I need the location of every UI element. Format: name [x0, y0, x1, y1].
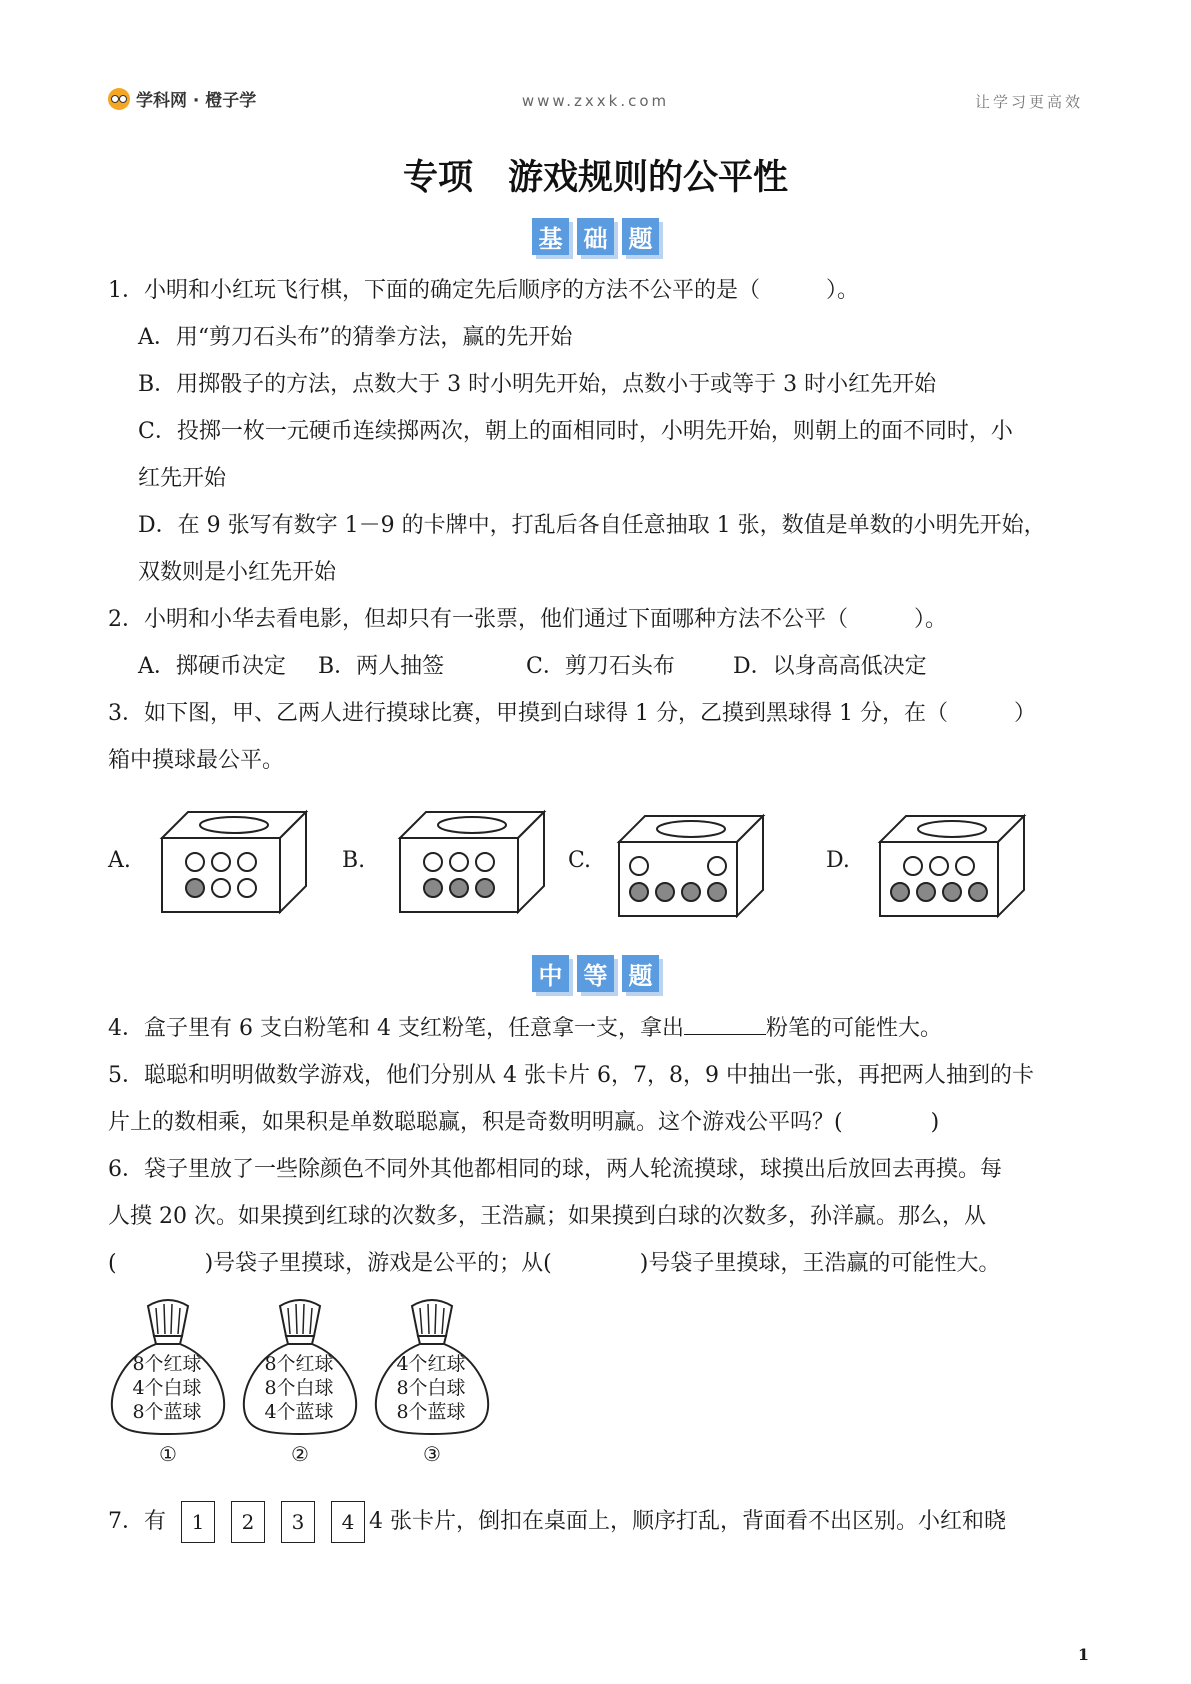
ball-box-d — [880, 814, 1040, 919]
q7-text-before: 7．有 — [108, 1509, 166, 1534]
question-4 — [108, 1014, 942, 1044]
black-ball — [656, 883, 674, 901]
question-1-stem: 1．小明和小红玩飞行棋，下面的确定先后顺序的方法不公平的是（ ）。 — [108, 278, 859, 303]
page-number: 1 — [1077, 1645, 1089, 1664]
q1-option-b: B．用掷骰子的方法，点数大于 3 时小明先开始，点数小于或等于 3 时小红先开始 — [138, 372, 937, 397]
question-3-stem-line2: 箱中摸球最公平。 — [108, 748, 285, 773]
section-char: 基 — [532, 218, 569, 255]
box-opening — [200, 817, 268, 833]
bag-line: 8个红球 — [132, 1353, 202, 1375]
site-url: www.zxxk.com — [521, 92, 670, 110]
q1-option-c-line1: C．投掷一枚一元硬币连续掷两次，朝上的面相同时，小明先开始，则朝上的面不同时，小 — [138, 419, 1013, 444]
white-ball — [476, 853, 494, 871]
black-ball — [891, 883, 909, 901]
question-5-line2: 片上的数相乘，如果积是单数聪聪赢，积是奇数明明赢。这个游戏公平吗？( ) — [108, 1110, 940, 1135]
box-opening — [918, 821, 986, 837]
ball-bag-2 — [240, 1296, 360, 1466]
section-char: 题 — [622, 218, 659, 255]
white-ball — [630, 857, 648, 875]
page-header — [0, 0, 1191, 140]
slogan: 让学习更高效 — [974, 93, 1083, 111]
bag-number: ② — [291, 1442, 309, 1466]
black-ball — [630, 883, 648, 901]
question-7 — [108, 1500, 1006, 1544]
question-6-line3: ( )号袋子里摸球，游戏是公平的；从( )号袋子里摸球，王浩赢的可能性大。 — [108, 1251, 1001, 1276]
question-6-line2: 人摸 20 次。如果摸到红球的次数多，王浩赢；如果摸到白球的次数多，孙洋赢。那么，从 — [108, 1204, 986, 1229]
white-ball — [956, 857, 974, 875]
bag-line: 4个白球 — [132, 1377, 202, 1399]
number-card: 4 — [331, 1501, 365, 1543]
q1-option-a: A．用“剪刀石头布”的猜拳方法，赢的先开始 — [138, 325, 573, 350]
q4-text-before: 4．盒子里有 6 支白粉笔和 4 支红粉笔，任意拿一支，拿出 — [108, 1016, 684, 1041]
black-ball — [708, 883, 726, 901]
ball-bag-1 — [108, 1296, 228, 1466]
q2-option-d: D．以身高高低决定 — [733, 654, 927, 679]
q2-option-a: A．掷硬币决定 — [138, 654, 286, 679]
white-ball — [238, 853, 256, 871]
bag-number: ③ — [423, 1442, 441, 1466]
white-ball — [212, 879, 230, 897]
page-title: 专项 游戏规则的公平性 — [402, 158, 788, 198]
section-char: 中 — [532, 955, 569, 992]
ball-box-c — [619, 814, 779, 919]
section-char: 题 — [622, 955, 659, 992]
bag-line: 4个蓝球 — [264, 1401, 334, 1423]
q2-option-b: B．两人抽签 — [318, 654, 445, 679]
question-5-line1: 5．聪聪和明明做数学游戏，他们分别从 4 张卡片 6，7，8，9 中抽出一张，再把两人抽到的卡 — [108, 1063, 1034, 1088]
box-front — [619, 842, 737, 916]
section-char: 等 — [577, 955, 614, 992]
bag-line: 8个红球 — [264, 1353, 334, 1375]
q1-option-d-line1: D．在 9 张写有数字 1－9 的卡牌中，打乱后各自任意抽取 1 张，数值是单数的小明先开始， — [138, 513, 1046, 538]
box-opening — [657, 821, 725, 837]
number-card: 1 — [181, 1501, 215, 1543]
white-ball — [450, 853, 468, 871]
section-basic-heading — [0, 218, 1191, 255]
black-ball — [943, 883, 961, 901]
black-ball — [476, 879, 494, 897]
ball-box-b — [400, 810, 560, 915]
white-ball — [212, 853, 230, 871]
bag-line: 8个白球 — [264, 1377, 334, 1399]
box-label-b: B. — [342, 848, 366, 873]
white-ball — [238, 879, 256, 897]
bag-line: 4个红球 — [396, 1353, 466, 1375]
black-ball — [969, 883, 987, 901]
number-card: 2 — [231, 1501, 265, 1543]
q4-text-after: 粉笔的可能性大。 — [765, 1016, 942, 1041]
box-front — [400, 838, 518, 912]
bag-line: 8个蓝球 — [396, 1401, 466, 1423]
white-ball — [708, 857, 726, 875]
bag-number: ① — [159, 1442, 177, 1466]
logo-text: 学科网 · 橙子学 — [136, 91, 257, 111]
q1-option-c-line2: 红先开始 — [138, 466, 227, 491]
black-ball — [917, 883, 935, 901]
box-front — [162, 838, 280, 912]
box-front — [880, 842, 998, 916]
box-label-c: C. — [568, 848, 592, 873]
q2-option-c: C．剪刀石头布 — [526, 654, 675, 679]
bag-line: 8个白球 — [396, 1377, 466, 1399]
black-ball — [682, 883, 700, 901]
answer-blank[interactable] — [684, 1014, 766, 1035]
q7-text-after: 4 张卡片，倒扣在桌面上，顺序打乱，背面看不出区别。小红和晓 — [369, 1509, 1006, 1534]
q1-option-d-line2: 双数则是小红先开始 — [138, 560, 337, 585]
question-3-stem-line1: 3．如下图，甲、乙两人进行摸球比赛，甲摸到白球得 1 分，乙摸到黑球得 1 分，在（ ） — [108, 701, 1036, 726]
box-label-d: D. — [826, 848, 850, 873]
question-6-line1: 6．袋子里放了一些除颜色不同外其他都相同的球，两人轮流摸球，球摸出后放回去再摸。每 — [108, 1157, 1003, 1182]
section-char: 础 — [577, 218, 614, 255]
bag-line: 8个蓝球 — [132, 1401, 202, 1423]
black-ball — [450, 879, 468, 897]
question-2-stem: 2．小明和小华去看电影，但却只有一张票，他们通过下面哪种方法不公平（ ）。 — [108, 607, 947, 632]
section-medium-heading — [0, 955, 1191, 992]
ball-bag-3 — [372, 1296, 492, 1466]
white-ball — [186, 853, 204, 871]
number-card: 3 — [281, 1501, 315, 1543]
white-ball — [424, 853, 442, 871]
white-ball — [904, 857, 922, 875]
box-opening — [438, 817, 506, 833]
black-ball — [424, 879, 442, 897]
box-label-a: A. — [108, 848, 131, 873]
ball-box-a — [162, 810, 322, 915]
white-ball — [930, 857, 948, 875]
black-ball — [186, 879, 204, 897]
